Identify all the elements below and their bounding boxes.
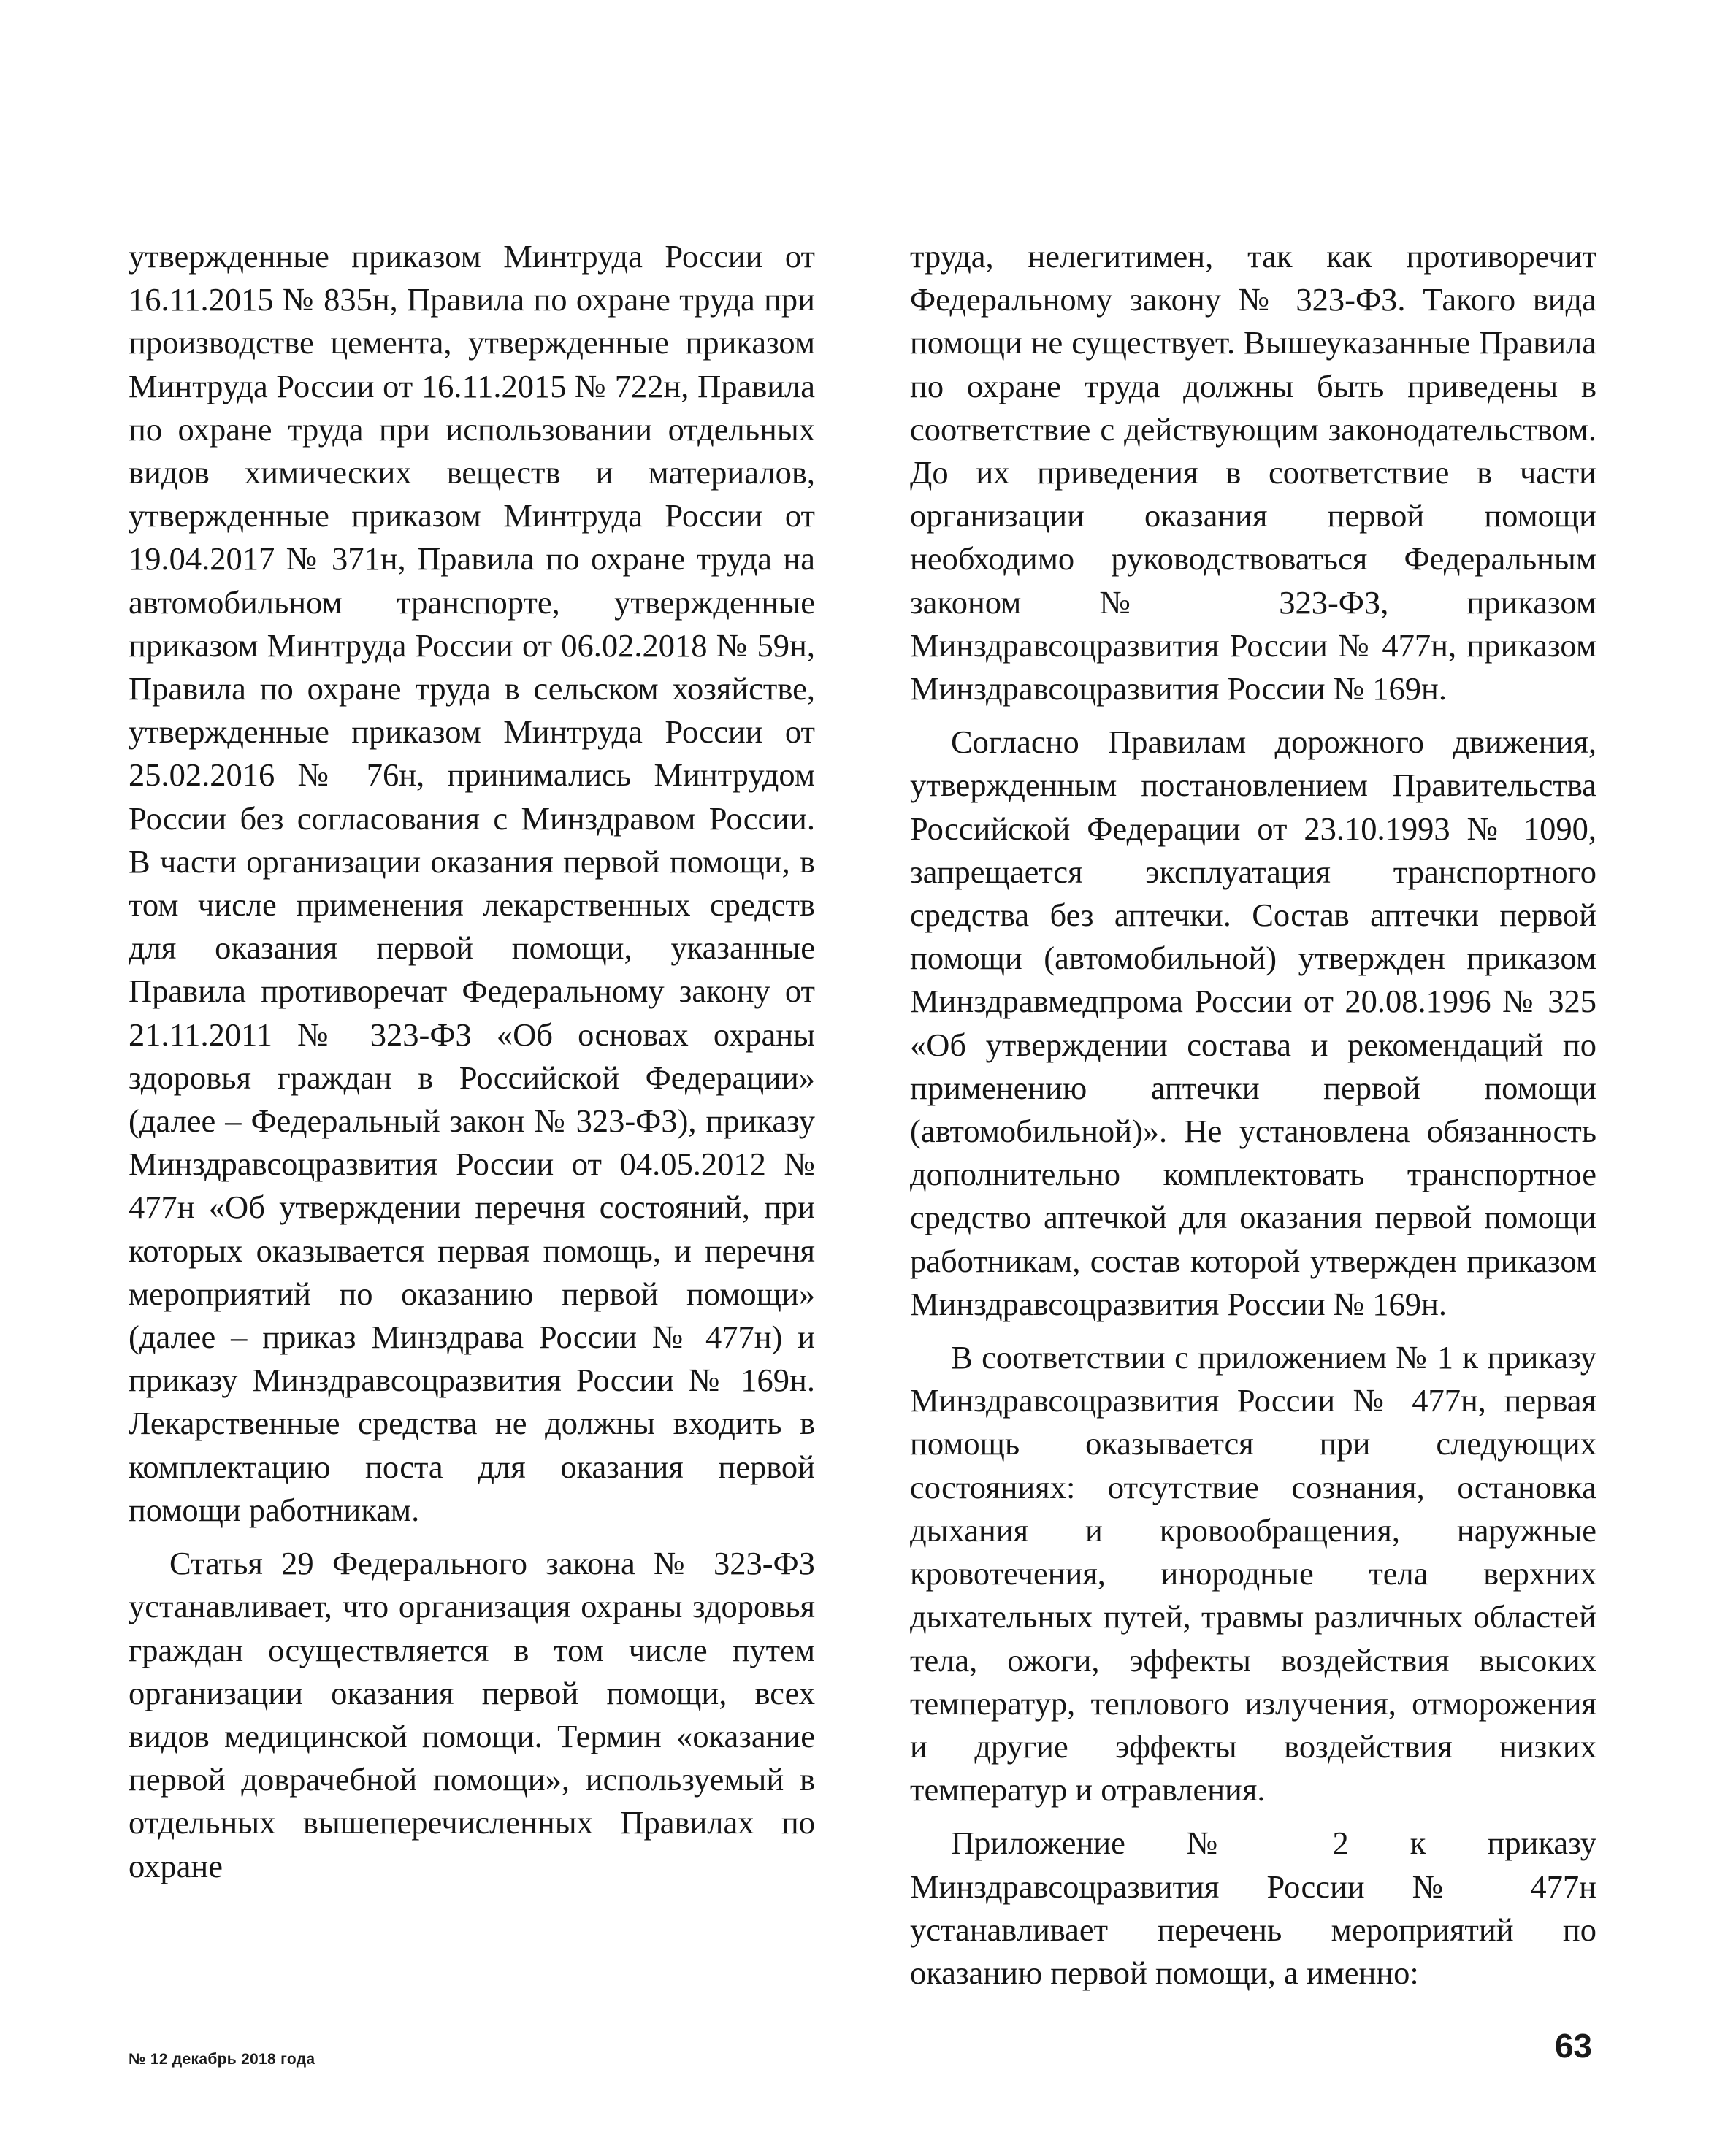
right-paragraph-2: Согласно Правилам дорожного движения, утвержденным постановлением Правительства Российской Федерации от 23.10.1993 № 1090, запрещается эксплуатация транспортного средства без аптечки. Состав аптечки первой помощи (автомобильной) утвержден приказом Минздравмедпрома России от 20.08.1996 № 325 «Об утверждении состава и рекомендаций по применению аптечки первой помощи (автомобильной)». Не установлена обязанность дополнительно комплектовать транспортное средство аптечкой для оказания первой помощи работникам, состав которой утвержден приказом Минздравсоцразвития России № 169н. <box>910 724 1596 1322</box>
footer-issue-label: № 12 декабрь 2018 года <box>129 2051 315 2068</box>
right-column <box>910 235 1596 2005</box>
left-column <box>129 235 815 1898</box>
left-paragraph-2: Статья 29 Федерального закона № 323-ФЗ устанавливает, что организация охраны здоровья граждан осуществляется в том числе путем организации оказания первой помощи, всех видов медицинской помощи. Термин «оказание первой доврачебной помощи», используемый в отдельных вышеперечисленных Правилах по охране <box>129 1545 815 1884</box>
page-number: 63 <box>1554 2027 1592 2065</box>
left-paragraph-1: утвержденные приказом Минтруда России от 16.11.2015 № 835н, Правила по охране труда при производстве цемента, утвержденные приказом Минтруда России от 16.11.2015 № 722н, Правила по охране труда при использовании отдельных видов химических веществ и материалов, утвержденные приказом Минтруда России от 19.04.2017 № 371н, Правила по охране труда на автомобильном транспорте, утвержденные приказом Минтруда России от 06.02.2018 № 59н, Правила по охране труда в сельском хозяйстве, утвержденные приказом Минтруда России от 25.02.2016 № 76н, принимались Минтрудом России без согласования с Минздравом России. В части организации оказания первой помощи, в том числе применения лекарственных средств для оказания первой помощи, указанные Правила противоречат Федеральному закону от 21.11.2011 № 323-ФЗ «Об основах охраны здоровья граждан в Российской Федерации» (далее – Федеральный закон № 323-ФЗ), приказу Минздравсоцразвития России от 04.05.2012 № 477н «Об утверждении перечня состояний, при которых оказывается первая помощь, и перечня мероприятий по оказанию первой помощи» (далее – приказ Минздрава России № 477н) и приказу Минздравсоцразвития России № 169н. Лекарственные средства не должны входить в комплектацию поста для оказания первой помощи работникам. <box>129 238 815 1528</box>
right-paragraph-1: труда, нелегитимен, так как противоречит Федеральному закону № 323-ФЗ. Такого вида помощи не существует. Вышеуказанные Правила по охране труда должны быть приведены в соответствие с действующим законодательством. До их приведения в соответствие в части организации оказания первой помощи необходимо руководствоваться Федеральным законом № 323-ФЗ, приказом Минздравсоцразвития России № 477н, приказом Минздравсоцразвития России № 169н. <box>910 238 1596 707</box>
right-paragraph-3: В соответствии с приложением № 1 к приказу Минздравсоцразвития России № 477н, первая помощь оказывается при следующих состояниях: отсутствие сознания, остановка дыхания и кровообращения, наружные кровотечения, инородные тела верхних дыхательных путей, травмы различных областей тела, ожоги, эффекты воздействия высоких температур, теплового излучения, отморожения и другие эффекты воздействия низких температур и отравления. <box>910 1339 1596 1808</box>
right-paragraph-4: Приложение № 2 к приказу Минздравсоцразвития России № 477н устанавливает перечень мероприятий по оказанию первой помощи, а именно: <box>910 1825 1596 1991</box>
